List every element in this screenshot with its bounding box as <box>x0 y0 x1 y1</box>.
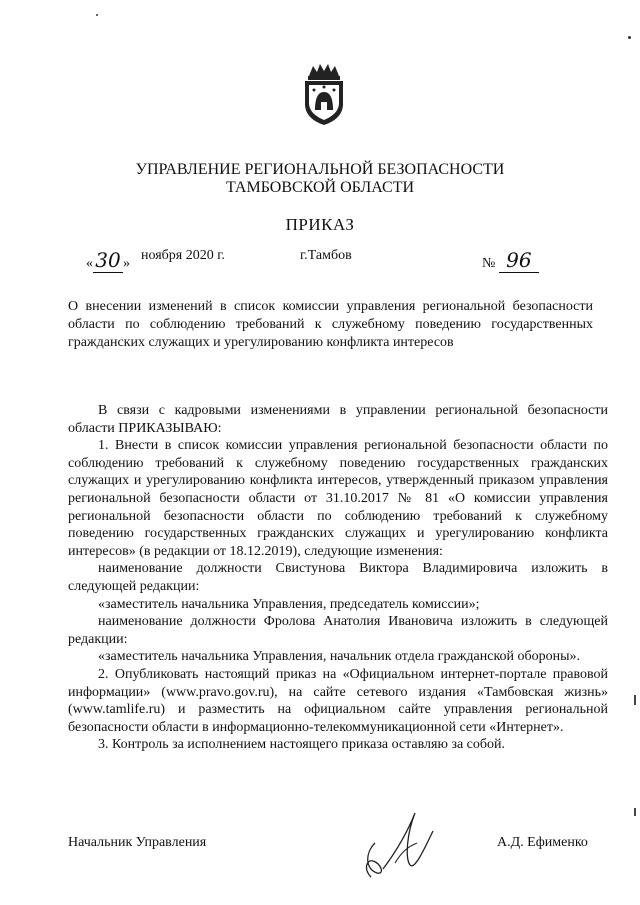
order-city: г.Тамбов <box>300 248 352 263</box>
body-change-1-text: «заместитель начальника Управления, председатель комиссии»; <box>98 596 480 612</box>
body-item-3: 3. Контроль за исполнением настоящего приказа оставляю за собой. <box>98 737 506 753</box>
organization-name-line2: ТАМБОВСКОЙ ОБЛАСТИ <box>225 179 415 196</box>
body-item-2: 2. Опубликовать настоящий приказ на «Официальном интернет-портале правовой информации» (www.pravo.gov.ru), на сайте сетевого издания «Тамбовская жизнь» (www.tamlife.ru) и разместить на официальном сайте управления региональной безопасности области в информационно-телекоммуникационной сети «Интернет». <box>68 666 608 735</box>
order-date-month-year: ноября 2020 г. <box>141 248 225 263</box>
scan-edge-mark <box>634 695 636 705</box>
order-date-day: « 30 » <box>86 248 130 272</box>
signature-icon <box>355 803 445 883</box>
signatory-name: А.Д. Ефименко <box>497 835 588 850</box>
order-number <box>482 248 539 273</box>
scan-edge-mark <box>634 808 636 816</box>
body-preamble: В связи с кадровыми изменениями в управлении региональной безопасности области ПРИКАЗЫВАЮ: <box>68 403 608 436</box>
body-change-2-text: «заместитель начальника Управления, начальник отдела гражданской обороны». <box>98 649 581 665</box>
coat-of-arms-icon <box>301 62 347 126</box>
document-type-title: ПРИКАЗ <box>285 215 355 234</box>
body-item-1: 1. Внести в список комиссии управления региональной безопасности области по соблюдению требований к служебному поведению государственных гражданских служащих и урегулированию конфликта интересов, утвержденный приказом управления региональной безопасности области от 31.10.2017 № 81 «О комиссии управления региональной безопасности области по соблюдению требований к служебному поведению государственных гражданских служащих и урегулированию конфликта интересов» (в редакции от 18.12.2019), следующие изменения: <box>68 438 608 559</box>
scan-speck <box>628 36 631 39</box>
order-body <box>68 402 608 754</box>
date-day-handwritten: 30 <box>93 248 123 273</box>
number-label: № <box>482 256 496 271</box>
body-change-1: наименование должности Свистунова Виктора Владимировича изложить в следующей редакции: <box>68 561 608 594</box>
body-change-2: наименование должности Фролова Анатолия Ивановича изложить в следующей редакции: <box>68 614 608 647</box>
signatory-role: Начальник Управления <box>68 835 207 850</box>
order-subject: О внесении изменений в список комиссии управления региональной безопасности области по соблюдению требований к служебному поведению государственных гражданских служащих и урегулированию конфликта интересов <box>68 299 593 350</box>
scan-speck <box>96 14 98 16</box>
organization-name-line1: УПРАВЛЕНИЕ РЕГИОНАЛЬНОЙ БЕЗОПАСНОСТИ <box>135 161 505 178</box>
number-handwritten: 96 <box>499 248 539 273</box>
